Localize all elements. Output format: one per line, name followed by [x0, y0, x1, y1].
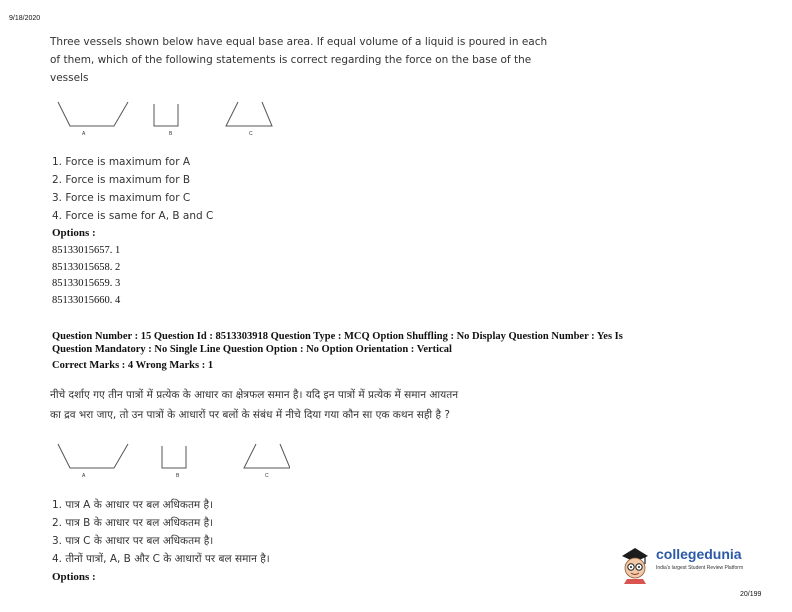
options-label-hindi: Options : — [52, 571, 96, 583]
vessel-b — [162, 446, 186, 468]
options-label: Options : — [52, 227, 96, 239]
vessel-a — [58, 102, 128, 126]
print-date: 9/18/2020 — [9, 15, 41, 22]
option-3: 3. Force is maximum for C — [52, 192, 191, 204]
option-hindi-3: 3. पात्र C के आधार पर बल अधिकतम है। — [52, 535, 214, 547]
logo-tagline: India's largest Student Review Platform — [656, 565, 744, 571]
vessel-c — [244, 444, 290, 468]
vessels-figure-hindi — [50, 440, 290, 490]
option-1: 1. Force is maximum for A — [52, 156, 191, 168]
vessel-b — [154, 104, 178, 126]
option-id-2: 85133015658. 2 — [52, 261, 121, 273]
option-ids-list — [52, 243, 120, 309]
option-id-1: 85133015657. 1 — [52, 245, 121, 256]
vessel-label-a: A — [82, 473, 86, 479]
option-id-4: 85133015660. 4 — [52, 294, 121, 306]
options-list-english — [52, 153, 213, 225]
option-hindi-1: 1. पात्र A के आधार पर बल अधिकतम है। — [52, 499, 214, 511]
option-2: 2. Force is maximum for B — [52, 174, 191, 186]
vessel-label-c: C — [265, 473, 269, 479]
options-list-hindi — [52, 496, 270, 568]
vessel-c — [226, 102, 272, 126]
collegedunia-logo — [616, 540, 766, 588]
option-id-3: 85133015659. 3 — [52, 278, 121, 290]
vessel-label-a: A — [82, 131, 86, 137]
logo-wordmark: collegedunia — [656, 546, 742, 562]
vessel-a — [58, 444, 128, 468]
question-meta-line-2: Question Mandatory : No Single Line Question Option : No Option Orientation : Vertical — [52, 344, 452, 355]
mascot-icon — [618, 544, 652, 584]
option-hindi-2: 2. पात्र B के आधार पर बल अधिकतम है। — [52, 517, 214, 529]
question-meta-line-1: Question Number : 15 Question Id : 8513303918 Question Type : MCQ Option Shuffling : No Display Question Number : Yes Is — [52, 331, 623, 342]
vessel-label-b: B — [176, 473, 180, 479]
question-marks: Correct Marks : 4 Wrong Marks : 1 — [52, 360, 214, 371]
vessel-label-c: C — [249, 131, 253, 137]
question-hindi-line-2: का द्रव भरा जाए, तो उन पात्रों के आधारों पर बलों के संबंध में नीचे दिया गया कौन सा एक कथन सही है ? — [50, 409, 450, 421]
page-number: 20/199 — [740, 591, 762, 598]
vessels-figure-english — [50, 98, 290, 148]
question-meta — [52, 330, 742, 356]
question-text-hindi — [50, 385, 570, 425]
question-text-english: Three vessels shown below have equal base area. If equal volume of a liquid is poured in each of them, which of the following statements is correct regarding the force on the base of the vessels — [50, 36, 548, 84]
option-hindi-4: 4. तीनों पात्रों, A, B और C के आधारों पर बल समान है। — [52, 553, 270, 565]
vessel-label-b: B — [169, 131, 173, 137]
option-4: 4. Force is same for A, B and C — [52, 210, 214, 222]
question-hindi-line-1: नीचे दर्शाए गए तीन पात्रों में प्रत्येक के आधार का क्षेत्रफल समान है। यदि इन पात्रों में प्रत्येक में समान आयतन — [50, 389, 459, 401]
